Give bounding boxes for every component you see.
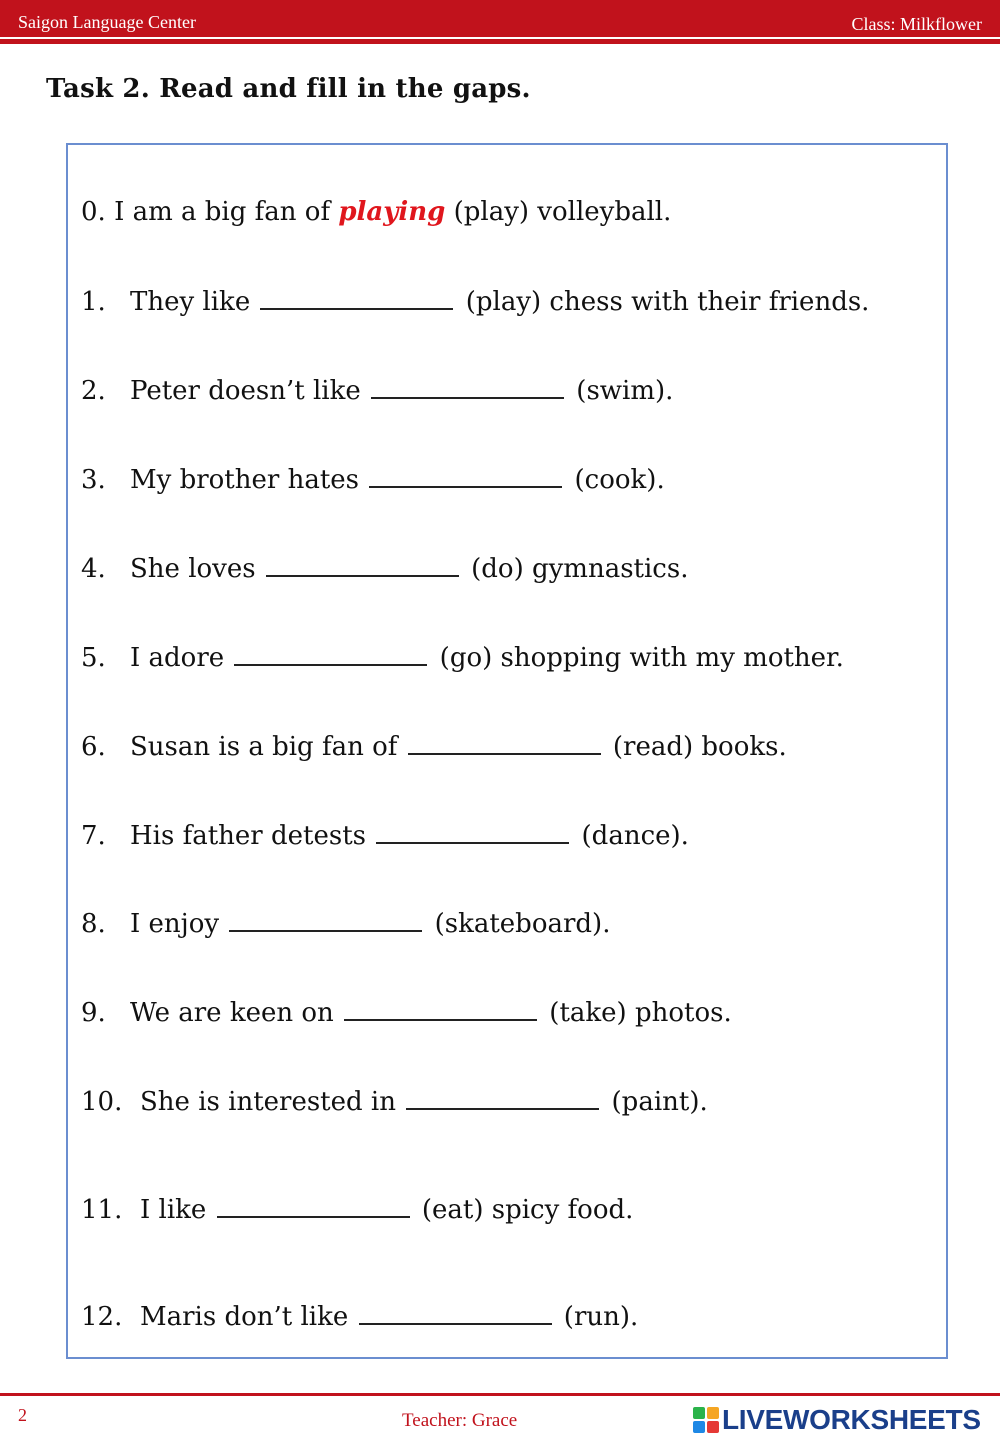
exercise-item-5 [81, 642, 844, 673]
item-text-before: I like [140, 1195, 215, 1225]
class-label: Class: Milkflower [851, 14, 982, 34]
exercise-item-12 [81, 1301, 638, 1332]
exercise-item-2 [81, 375, 673, 406]
item-number: 3. [81, 465, 106, 495]
answer-blank[interactable] [371, 375, 564, 399]
item-number: 10. [81, 1087, 123, 1117]
liveworksheets-logo-icon [693, 1407, 719, 1433]
item-text-after: (swim). [568, 376, 674, 406]
item-text-before: I adore [130, 643, 233, 673]
exercise-item-4 [81, 553, 688, 584]
item-text-after: (run). [555, 1302, 639, 1332]
answer-blank[interactable] [376, 820, 569, 844]
answer-blank[interactable] [408, 731, 601, 755]
answer-blank[interactable] [217, 1194, 410, 1218]
item-text-before: Peter doesn’t like [130, 376, 370, 406]
example-answer: playing [338, 197, 446, 227]
answer-blank[interactable] [266, 553, 459, 577]
answer-blank[interactable] [369, 464, 562, 488]
item-text-after: (skateboard). [426, 909, 611, 939]
exercise-item-6 [81, 731, 787, 762]
teacher-name: Teacher: Grace [402, 1410, 518, 1431]
header-divider [0, 39, 1000, 44]
answer-blank[interactable] [229, 908, 422, 932]
item-number: 7. [81, 821, 106, 851]
exercise-item-10 [81, 1086, 708, 1117]
item-text-after: (eat) spicy food. [413, 1195, 634, 1225]
exercise-item-7 [81, 820, 689, 851]
item-text-after: (take) photos. [541, 998, 732, 1028]
exercise-item-9 [81, 997, 732, 1028]
answer-blank[interactable] [406, 1086, 599, 1110]
item-number: 12. [81, 1302, 123, 1332]
liveworksheets-logo[interactable] [693, 1405, 981, 1435]
task-title: Task 2. Read and fill in the gaps. [46, 74, 531, 104]
item-text-before: Susan is a big fan of [130, 732, 406, 762]
item-text-before: His father detests [130, 821, 375, 851]
exercise-item-8 [81, 908, 610, 939]
example-sentence [81, 197, 671, 227]
item-number: 6. [81, 732, 106, 762]
header-bar [0, 0, 1000, 37]
item-text-after: (paint). [603, 1087, 708, 1117]
answer-blank[interactable] [359, 1301, 552, 1325]
answer-blank[interactable] [234, 642, 427, 666]
answer-blank[interactable] [344, 997, 537, 1021]
example-before: 0. I am a big fan of [81, 197, 339, 227]
item-number: 2. [81, 376, 106, 406]
footer-divider [0, 1393, 1000, 1396]
item-number: 9. [81, 998, 106, 1028]
item-text-before: We are keen on [130, 998, 343, 1028]
item-text-before: My brother hates [130, 465, 368, 495]
exercise-item-11 [81, 1194, 633, 1225]
exercise-item-1 [81, 286, 869, 317]
item-text-after: (do) gymnastics. [462, 554, 689, 584]
school-name: Saigon Language Center [18, 12, 196, 32]
item-text-after: (read) books. [604, 732, 787, 762]
item-text-before: They like [130, 287, 259, 317]
item-number: 11. [81, 1195, 123, 1225]
item-text-after: (play) chess with their friends. [457, 287, 870, 317]
item-number: 1. [81, 287, 106, 317]
item-text-before: Maris don’t like [140, 1302, 357, 1332]
item-number: 8. [81, 909, 106, 939]
item-number: 4. [81, 554, 106, 584]
item-text-before: She is interested in [140, 1087, 405, 1117]
item-number: 5. [81, 643, 106, 673]
example-after: (play) volleyball. [445, 197, 672, 227]
item-text-before: She loves [130, 554, 264, 584]
item-text-after: (dance). [573, 821, 689, 851]
item-text-before: I enjoy [130, 909, 228, 939]
exercise-item-3 [81, 464, 665, 495]
answer-blank[interactable] [260, 286, 453, 310]
item-text-after: (go) shopping with my mother. [431, 643, 844, 673]
item-text-after: (cook). [566, 465, 665, 495]
page-number: 2 [18, 1405, 27, 1425]
logo-text: LIVEWORKSHEETS [722, 1404, 981, 1435]
